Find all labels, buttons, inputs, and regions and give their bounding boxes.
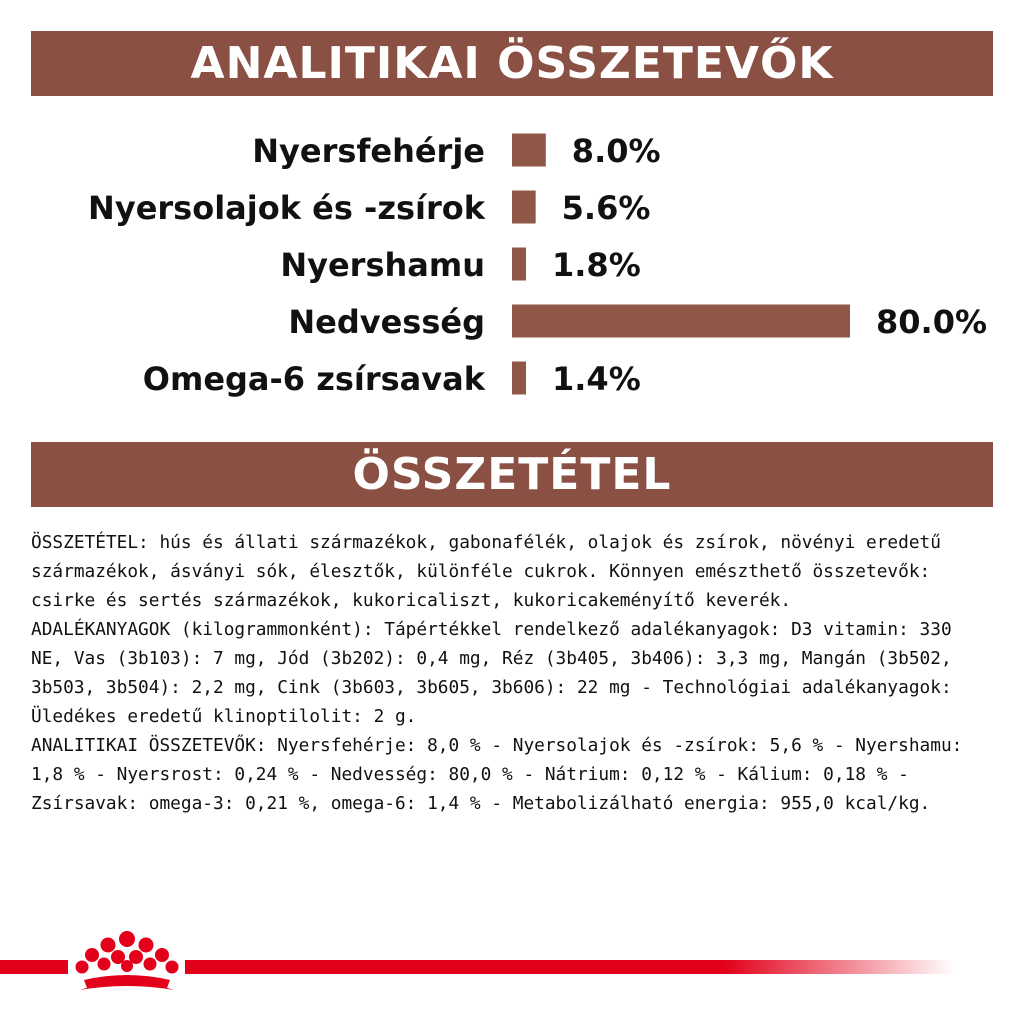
crown-dot — [144, 958, 157, 971]
crown-dot — [121, 960, 133, 972]
royal-canin-crown-icon — [70, 930, 184, 996]
composition-paragraph-ingredients: ÖSSZETÉTEL: hús és állati származékok, gabonafélék, olajok és zsírok, növényi eredetű származékok, ásványi sók, élesztők, különféle cukrok. Könnyen emészthető összetevők: csirke és sertés származékok, kukoricaliszt, kukoricakeményítő keverék. — [31, 532, 941, 611]
analytical-constituents-title: ANALITIKAI ÖSSZETEVŐK — [190, 38, 834, 89]
bar — [512, 134, 546, 167]
category-label: Nyersfehérje — [252, 132, 485, 170]
value-label: 8.0% — [571, 132, 661, 170]
composition-paragraph-analytical: ANALITIKAI ÖSSZETEVŐK: Nyersfehérje: 8,0 % - Nyersolajok és -zsírok: 5,6 % - Nyershamu: 1,8 % - Nyersrost: 0,24 % - Nedvesség: 80,0 % - Nátrium: 0,12 % - Kálium: 0,18 % - Zsírsavak: omega-3: 0,21 %, omega-6: 1,4 % - Metabolizálható energia: 955,0 kcal/kg. — [31, 735, 963, 814]
category-label: Nyersolajok és -zsírok — [88, 189, 485, 227]
brand-stripe-left — [0, 960, 68, 974]
category-label: Nedvesség — [288, 303, 485, 341]
composition-title: ÖSSZETÉTEL — [352, 449, 672, 500]
value-label: 1.4% — [552, 360, 641, 398]
crown-dot — [166, 961, 179, 974]
value-label: 1.8% — [552, 246, 641, 284]
brand-stripe-right — [185, 960, 955, 974]
value-label: 80.0% — [876, 303, 988, 341]
bar — [512, 248, 526, 281]
crown-dot — [85, 948, 99, 962]
brand-footer — [0, 930, 1024, 1000]
crown-dot — [101, 938, 116, 953]
crown-dot — [98, 958, 111, 971]
crown-dot — [76, 961, 89, 974]
bar — [512, 305, 850, 338]
analytical-constituents-banner — [31, 31, 993, 96]
nutrient-bar-chart — [0, 118, 1024, 408]
bar — [512, 362, 526, 395]
composition-text — [31, 528, 993, 818]
crown-dot — [119, 931, 135, 947]
composition-paragraph-additives: ADALÉKANYAGOK (kilogrammonként): Tápértékkel rendelkező adalékanyagok: D3 vitamin: 330 NE, Vas (3b103): 7 mg, Jód (3b202): 0,4 mg, Réz (3b405, 3b406): 3,3 mg, Mangán (3b502, 3b503, 3b504): 2,2 mg, Cink (3b603, 3b605, 3b606): 22 mg - Technológiai adalékanyagok: Üledékes eredetű klinoptilolit: 2 g. — [31, 619, 952, 727]
category-label: Nyershamu — [280, 246, 485, 284]
crown-dot — [139, 938, 154, 953]
crown-dot — [155, 948, 169, 962]
value-label: 5.6% — [561, 189, 651, 227]
bar — [512, 191, 536, 224]
composition-banner — [31, 442, 993, 507]
category-label: Omega-6 zsírsavak — [142, 360, 485, 398]
